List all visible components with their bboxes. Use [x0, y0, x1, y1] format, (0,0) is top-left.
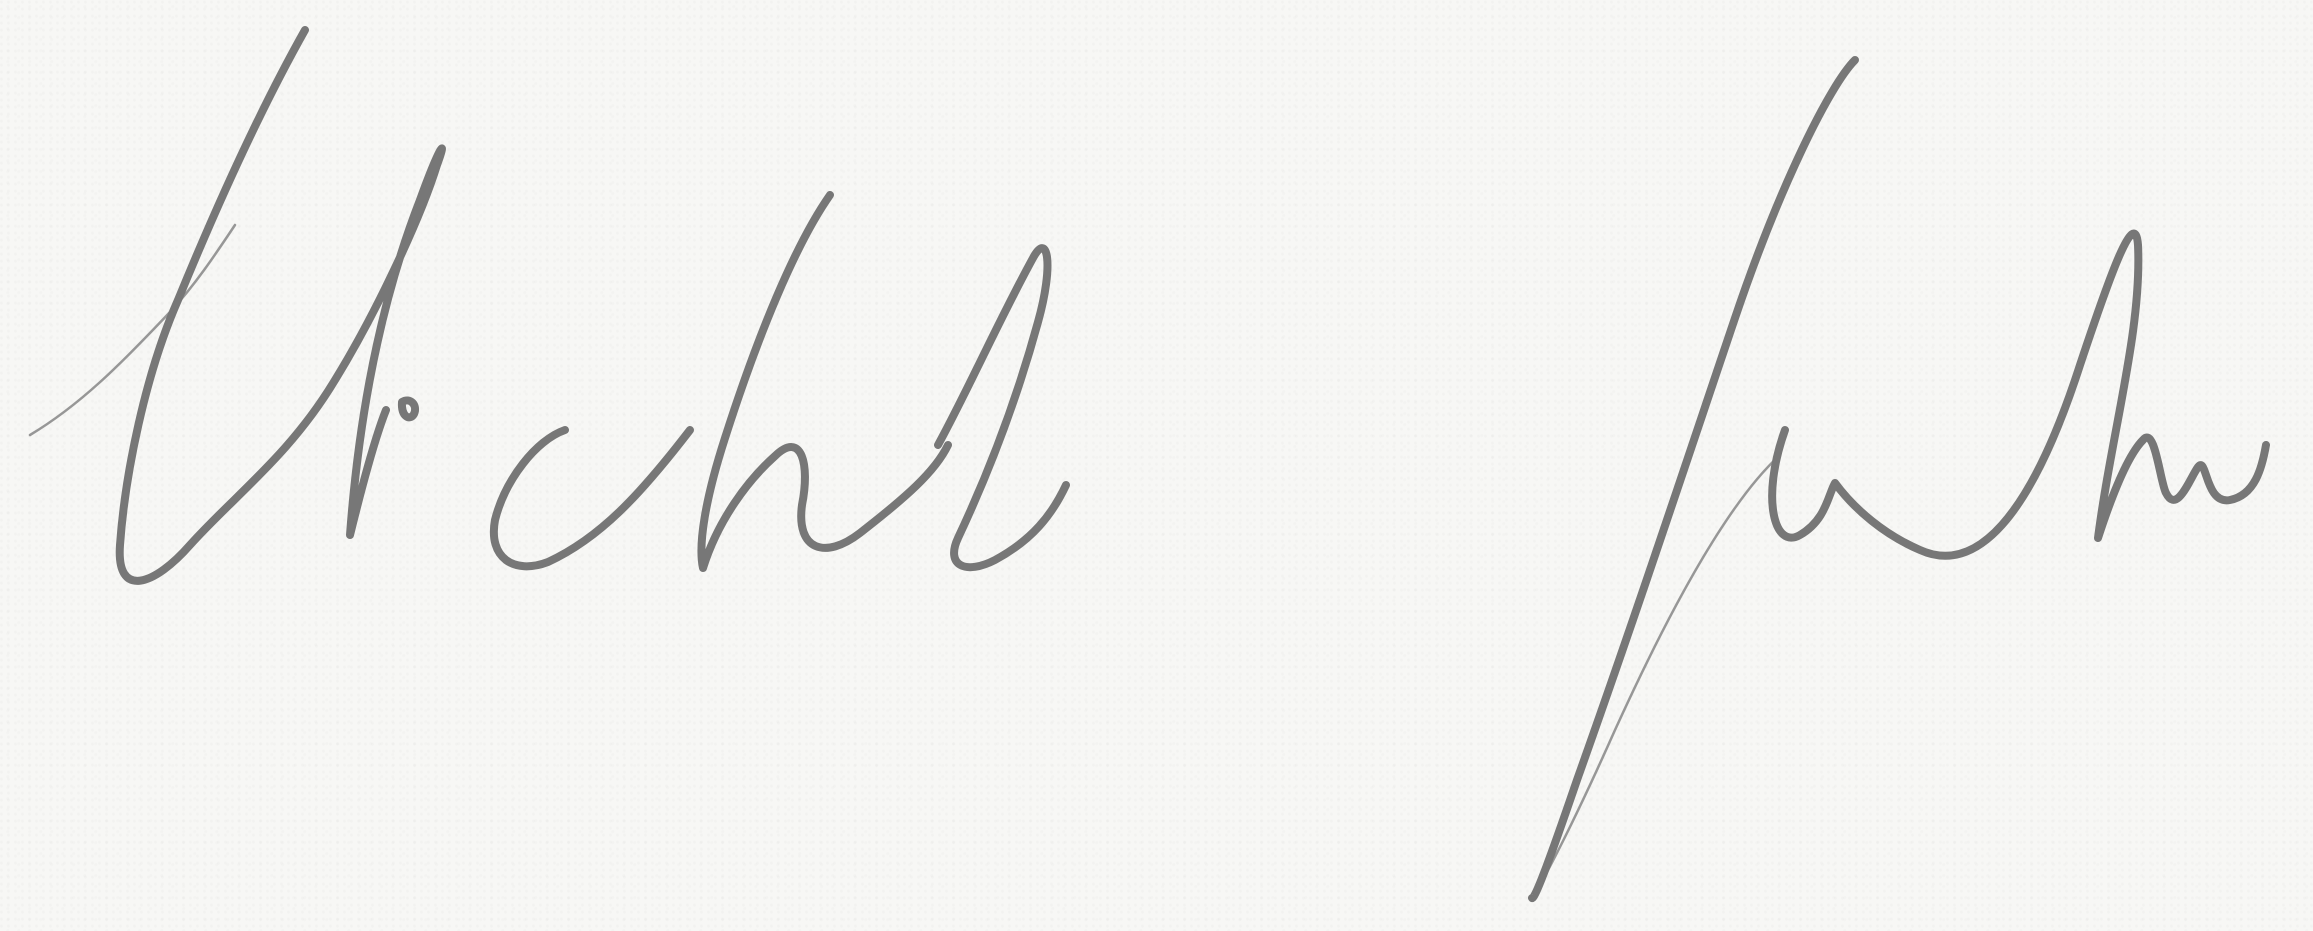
signature-stroke-m-leadin [30, 225, 235, 435]
signature-stroke-s-long [1532, 60, 1855, 898]
signature-first-name-michele [30, 30, 1066, 581]
signature-stroke-m [120, 30, 442, 581]
signature-stroke-s-return [1532, 455, 1780, 898]
signature-stroke-el [938, 248, 1066, 567]
signature-stroke-inke [1772, 233, 2266, 555]
signature-surname-sinke [1532, 60, 2266, 898]
signature-stroke-c [494, 430, 690, 566]
signature-stroke-h [701, 195, 948, 568]
signature-stroke-i-dot [402, 400, 415, 417]
